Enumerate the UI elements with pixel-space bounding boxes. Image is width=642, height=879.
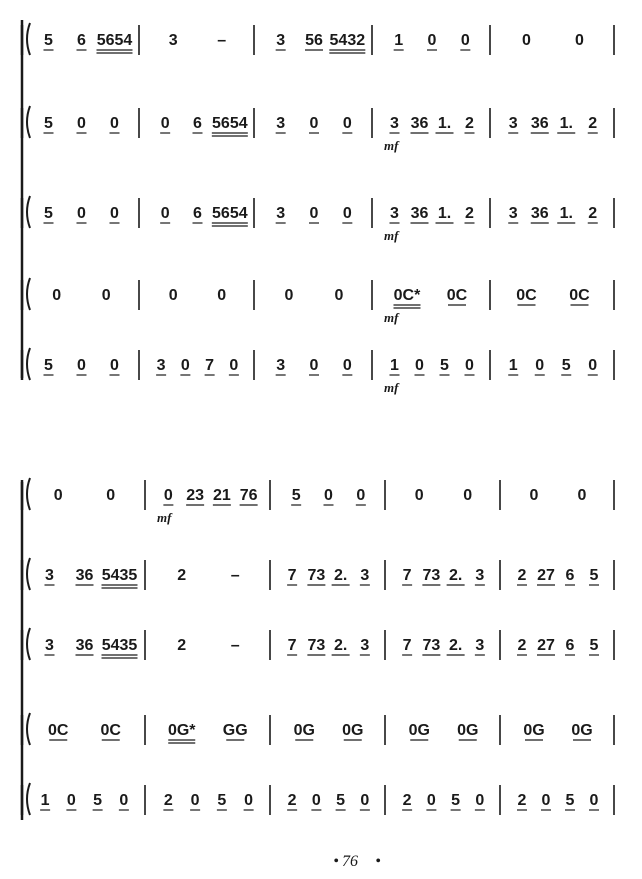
note: 3 [390, 115, 399, 132]
note: 5 [44, 32, 53, 49]
note: 0 [77, 357, 86, 374]
note: 56 [305, 32, 323, 49]
note: 5 [291, 487, 301, 504]
note: 0G [523, 722, 545, 739]
note: 0 [229, 357, 239, 374]
note: 3 [508, 205, 518, 222]
note: – [217, 32, 227, 49]
note: 73 [422, 637, 441, 654]
note: 1 [394, 32, 404, 49]
dynamic-marking: mf [384, 380, 399, 395]
note: 0G [457, 722, 479, 739]
note: 3 [276, 357, 286, 374]
note: 2 [517, 792, 527, 809]
note: 76 [239, 487, 258, 504]
staff-brace [27, 713, 30, 745]
staff-brace [27, 783, 30, 815]
dynamic-marking: mf [384, 310, 399, 325]
dynamic-marking: mf [384, 228, 399, 243]
note: 3 [475, 637, 485, 654]
staff-brace [27, 23, 30, 55]
note: 1 [508, 357, 518, 374]
staff-brace [27, 478, 30, 510]
note: 27 [537, 567, 555, 584]
note: 0C* [393, 287, 421, 304]
note: 6 [77, 32, 86, 49]
note: 36 [530, 115, 549, 132]
note: 7 [287, 567, 297, 584]
note: 5 [44, 115, 53, 132]
note: 3 [360, 567, 370, 584]
note: 0C [48, 722, 69, 739]
note: 0 [52, 287, 62, 304]
note: 0 [110, 205, 119, 222]
note: 0 [324, 487, 333, 504]
note: 0 [342, 115, 352, 132]
note: 1. [559, 115, 573, 132]
note: 0 [529, 487, 539, 504]
note: 0 [465, 357, 474, 374]
note: 0 [311, 792, 321, 809]
note: 0C [569, 287, 590, 304]
note: 36 [410, 115, 429, 132]
note: 3 [390, 205, 399, 222]
note: 0 [342, 205, 352, 222]
note: 21 [212, 487, 231, 504]
note: 5 [93, 792, 103, 809]
staff-brace [27, 278, 30, 310]
note: 0G [408, 722, 430, 739]
note: 0 [360, 792, 370, 809]
note: 0 [577, 487, 587, 504]
note: GG [222, 722, 248, 739]
note: 3 [168, 32, 178, 49]
note: 7 [402, 637, 412, 654]
note: 0C [446, 287, 468, 304]
note: 5 [561, 357, 571, 374]
note: 5435 [101, 567, 138, 584]
note: 23 [186, 487, 205, 504]
note: 36 [410, 205, 429, 222]
note: 2 [517, 637, 527, 654]
score-notes [40, 32, 599, 810]
note: 3 [45, 637, 54, 654]
note: 5654 [212, 205, 248, 222]
note: 5 [451, 792, 461, 809]
note: 2 [588, 115, 598, 132]
note: 2 [465, 115, 474, 132]
note: 73 [307, 637, 326, 654]
note: 0 [334, 287, 344, 304]
note: 0 [475, 792, 485, 809]
note: 3 [475, 567, 485, 584]
note: 5 [440, 357, 449, 374]
note: 73 [422, 567, 441, 584]
note: 0 [575, 32, 584, 49]
staff-brace [27, 628, 30, 660]
note: 2. [333, 637, 348, 654]
note: 2 [517, 567, 527, 584]
note: 1 [390, 357, 399, 374]
note: 3 [360, 637, 370, 654]
dynamic-marking: mf [384, 138, 399, 153]
note: 36 [530, 205, 549, 222]
note: 3 [156, 357, 166, 374]
page-number: 76 [342, 853, 358, 870]
note: 0 [460, 32, 470, 49]
note: 6 [565, 567, 575, 584]
note: 0G [342, 722, 364, 739]
note: 0 [180, 357, 190, 374]
note: 2. [448, 637, 463, 654]
note: 0 [160, 115, 170, 132]
note: 2 [177, 637, 187, 654]
score-lines [22, 20, 614, 820]
note: 0 [244, 792, 254, 809]
staff-brace [27, 558, 30, 590]
note: 2 [177, 567, 187, 584]
note: 5 [44, 205, 53, 222]
note: – [230, 637, 240, 654]
note: 0 [589, 792, 599, 809]
note: 2 [402, 792, 412, 809]
note: 0 [284, 287, 294, 304]
note: 0G [293, 722, 315, 739]
note: 7 [402, 567, 412, 584]
note: 0 [588, 357, 598, 374]
note: 36 [75, 567, 94, 584]
note: 0 [427, 32, 437, 49]
note: 2 [163, 792, 173, 809]
note: 0 [110, 357, 119, 374]
note: 6 [565, 637, 575, 654]
note: 0 [168, 287, 178, 304]
note: 36 [75, 637, 94, 654]
note: 5 [336, 792, 346, 809]
note: 0 [426, 792, 436, 809]
note: 1. [437, 205, 452, 222]
note: 6 [193, 205, 202, 222]
note: 0 [415, 357, 424, 374]
note: 0 [106, 487, 116, 504]
note: 2 [287, 792, 297, 809]
note: 0 [356, 487, 366, 504]
note: 5435 [101, 637, 138, 654]
note: 0C [516, 287, 537, 304]
note: 2 [465, 205, 474, 222]
note: 5654 [212, 115, 248, 132]
note: 5 [565, 792, 575, 809]
note: 0 [160, 205, 170, 222]
note: 7 [205, 357, 215, 374]
note: 0 [535, 357, 545, 374]
note: 0 [342, 357, 352, 374]
note: 0 [119, 792, 129, 809]
note: 5 [44, 357, 53, 374]
note: 5432 [329, 32, 366, 49]
note: 2. [448, 567, 463, 584]
note: 0 [163, 487, 173, 504]
note: 2 [588, 205, 598, 222]
note: 5 [217, 792, 227, 809]
note: 2. [333, 567, 348, 584]
note: 0 [522, 32, 531, 49]
note: 0 [190, 792, 200, 809]
staff-brace [27, 106, 30, 138]
note: 3 [508, 115, 518, 132]
note: 0 [463, 487, 473, 504]
note: 27 [537, 637, 555, 654]
note: 0 [66, 792, 76, 809]
note: – [230, 567, 240, 584]
note: 0 [101, 287, 111, 304]
note: 1. [559, 205, 573, 222]
note: 3 [276, 32, 286, 49]
note: 0 [77, 205, 86, 222]
note: 0 [217, 287, 227, 304]
note: 5654 [96, 32, 133, 49]
note: 6 [193, 115, 202, 132]
note: 0C [100, 722, 121, 739]
note: 0 [110, 115, 119, 132]
note: 3 [276, 205, 286, 222]
note: 5 [589, 637, 599, 654]
note: 0 [541, 792, 551, 809]
note: 0G* [167, 722, 196, 739]
note: 1 [40, 792, 50, 809]
note: 0 [309, 115, 319, 132]
note: 0 [53, 487, 63, 504]
dynamic-marking: mf [157, 510, 172, 525]
page-number-left-dot: • [333, 853, 339, 870]
note: 0 [414, 487, 424, 504]
note: 1. [437, 115, 452, 132]
note: 0 [77, 115, 86, 132]
note: 3 [45, 567, 54, 584]
note: 0 [309, 357, 319, 374]
note: 73 [307, 567, 326, 584]
note: 5 [589, 567, 599, 584]
staff-brace [27, 348, 30, 380]
note: 3 [276, 115, 286, 132]
page-number-right-dot: • [375, 853, 381, 870]
note: 7 [287, 637, 297, 654]
note: 0 [309, 205, 319, 222]
note: 0G [571, 722, 593, 739]
staff-brace [27, 196, 30, 228]
